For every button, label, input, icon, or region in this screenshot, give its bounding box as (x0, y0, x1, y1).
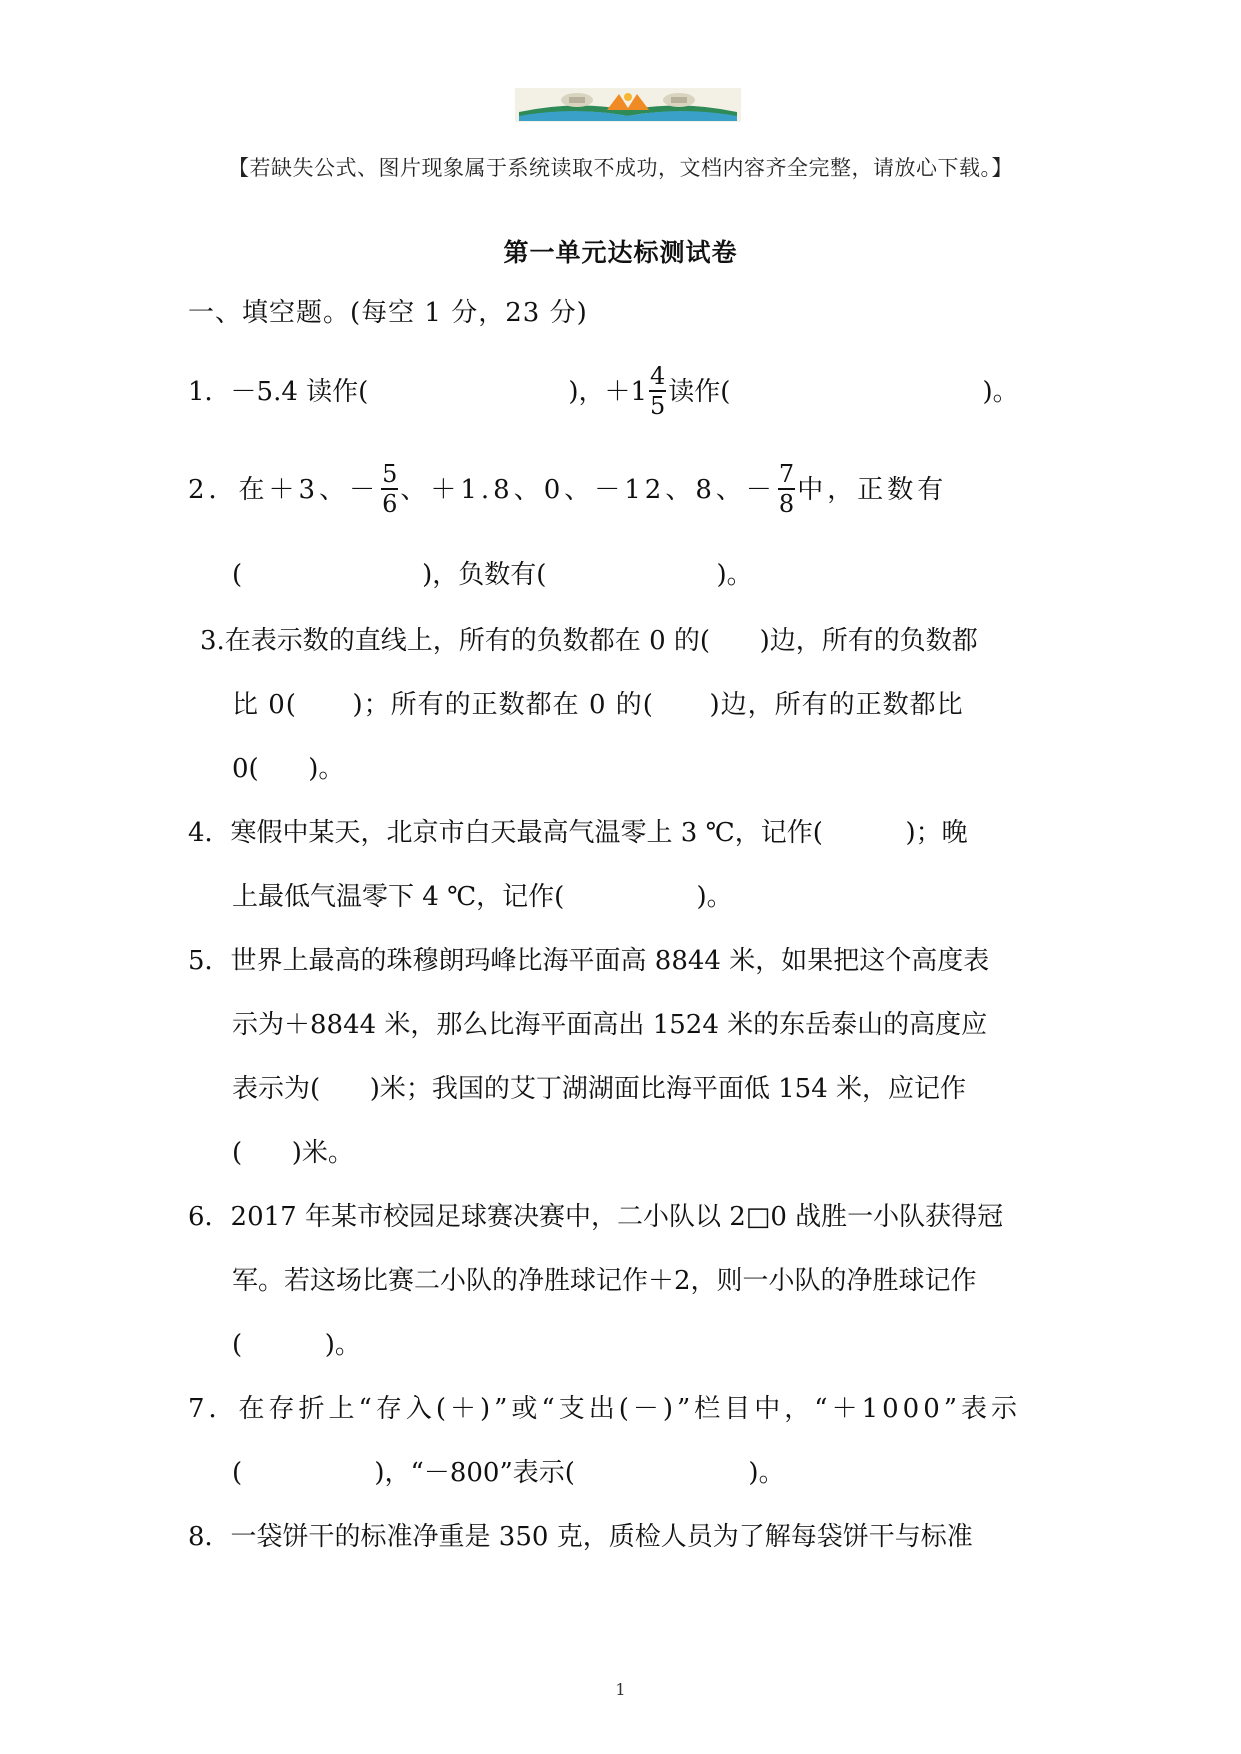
page-number: 1 (615, 1680, 626, 1699)
question-7-line-2: ( )，“－800”表示( )。 (232, 1458, 785, 1488)
question-1: 1．－5.4 读作( )，＋1 $\frac{4}{5}$ 读作( )。 (188, 362, 1019, 420)
question-5-line-3: 表示为( )米；我国的艾丁湖湖面比海平面低 154 米，应记作 (232, 1074, 967, 1104)
page-title: 第一单元达标测试卷 (503, 238, 738, 267)
question-5-line-2: 示为＋8844 米，那么比海平面高出 1524 米的东岳泰山的高度应 (232, 1010, 988, 1040)
question-4-line-1: 4．寒假中某天，北京市白天最高气温零上 3 ℃，记作( )；晚 (188, 818, 968, 848)
question-3-line-1: 3.在表示数的直线上，所有的负数都在 0 的( )边，所有的负数都 (200, 626, 978, 656)
question-5-line-1: 5．世界上最高的珠穆朗玛峰比海平面高 8844 米，如果把这个高度表 (188, 946, 990, 976)
question-4-line-2: 上最低气温零下 4 ℃，记作( )。 (232, 882, 733, 912)
question-6-line-2: 军。若这场比赛二小队的净胜球记作＋2，则一小队的净胜球记作 (232, 1266, 977, 1296)
question-5-line-4: ( )米。 (232, 1138, 354, 1168)
fraction: $\frac{5}{6}$ (382, 460, 398, 518)
question-2: 2．在＋3、－ $\frac{5}{6}$ 、＋1.8、0、－12、8、－ $\frac{7}{8}$ 中，正数有 (188, 460, 948, 518)
question-8-line-1: 8．一袋饼干的标准净重是 350 克，质检人员为了解每袋饼干与标准 (188, 1522, 973, 1552)
question-6-line-1: 6．2017 年某市校园足球赛决赛中，二小队以 2□0 战胜一小队获得冠 (188, 1202, 1004, 1232)
download-notice: 【若缺失公式、图片现象属于系统读取不成功，文档内容齐全完整，请放心下载。】 (228, 156, 1013, 180)
section-heading: 一、填空题。(每空 1 分，23 分) (188, 298, 588, 328)
book-logo-icon (515, 88, 741, 122)
fraction: $\frac{4}{5}$ (650, 362, 666, 420)
question-3-line-3: 0( )。 (232, 754, 345, 784)
question-6-line-3: ( )。 (232, 1330, 361, 1360)
fraction: $\frac{7}{8}$ (778, 460, 795, 518)
question-7-line-1: 7．在存折上“存入(＋)”或“支出(－)”栏目中，“＋1000”表示 (188, 1394, 1022, 1424)
question-2-line-2: ( )，负数有( )。 (232, 560, 753, 590)
question-3-line-2: 比 0( )；所有的正数都在 0 的( )边，所有的正数都比 (232, 690, 964, 720)
